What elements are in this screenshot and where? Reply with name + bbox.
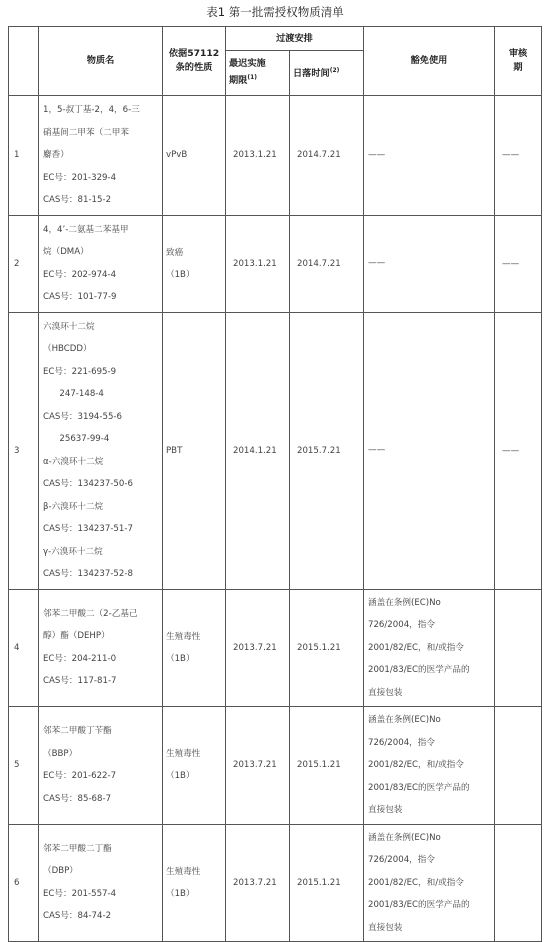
substance-line: EC号：201-329-4 <box>43 172 117 183</box>
substance-line: α-六溴环十二烷 <box>43 456 104 467</box>
exemption-cell <box>364 96 495 216</box>
property-line: 生殖毒性 <box>166 866 201 877</box>
exemption-line: 2001/83/EC的医学产品的 <box>368 665 470 675</box>
substance-cell <box>39 589 163 707</box>
exemption-line: 2001/83/EC的医学产品的 <box>368 782 470 793</box>
exemption-line: 2001/82/EC，和/或指令 <box>368 642 464 653</box>
substance-line: CAS号：85-68-7 <box>43 793 112 804</box>
exemption-line: 726/2004，指令 <box>368 737 435 748</box>
property-cell <box>163 215 226 312</box>
row-number: 3 <box>9 312 39 589</box>
sunset-date-cell: 2015.1.21 <box>290 707 364 825</box>
property-line: 生殖毒性 <box>166 749 201 760</box>
property-cell <box>163 707 226 825</box>
property-line: 生殖毒性 <box>166 631 201 642</box>
property-line: vPvB <box>166 150 188 161</box>
col-no-header <box>9 27 39 96</box>
substance-line: EC号：201-557-4 <box>43 888 117 899</box>
substance-line: CAS号：134237-52-8 <box>43 569 133 579</box>
col-review-header: 审核 期 <box>495 27 542 96</box>
table-row <box>9 824 542 942</box>
substance-line: （HBCDD） <box>43 344 92 354</box>
col-property-header: 依据57112 条的性质 <box>163 27 226 96</box>
substance-line: β-六溴环十二烷 <box>43 501 104 512</box>
substance-line: 邻苯二甲酸二丁酯 <box>43 843 112 854</box>
exemption-line: 2001/82/EC，和/或指令 <box>368 877 464 888</box>
substance-line: 硝基间二甲苯（二甲苯 <box>43 127 129 138</box>
exemption-line: —— <box>368 445 386 456</box>
exemption-cell <box>364 312 495 589</box>
exemption-line: —— <box>368 150 386 160</box>
substance-line: 1，5-叔丁基-2，4，6-三 <box>43 105 140 115</box>
row-number: 5 <box>9 707 39 825</box>
col-exemption-header: 豁免使用 <box>364 27 495 96</box>
substance-line: CAS号：81-15-2 <box>43 195 112 205</box>
exemption-line: 涵盖在条例(EC)No <box>368 715 441 725</box>
review-cell: —— <box>495 312 542 589</box>
substance-line: CAS号：101-77-9 <box>43 292 117 302</box>
table-row <box>9 215 542 312</box>
latest-date-cell: 2013.7.21 <box>226 707 290 825</box>
substance-line: CAS号：134237-51-7 <box>43 524 133 534</box>
review-cell <box>495 589 542 707</box>
substance-line: 247-148-4 <box>43 389 104 399</box>
exemption-line: 2001/83/EC的医学产品的 <box>368 900 470 910</box>
row-number: 1 <box>9 96 39 216</box>
substance-line: EC号：202-974-4 <box>43 269 117 280</box>
exemption-line: 726/2004，指令 <box>368 620 435 630</box>
exemption-line: 2001/82/EC，和/或指令 <box>368 760 464 770</box>
latest-date-cell: 2014.1.21 <box>226 312 290 589</box>
row-number: 2 <box>9 215 39 312</box>
substance-table <box>8 26 542 942</box>
exemption-cell <box>364 707 495 825</box>
latest-date-cell: 2013.7.21 <box>226 589 290 707</box>
substance-cell <box>39 96 163 216</box>
row-number: 6 <box>9 824 39 942</box>
exemption-cell <box>364 589 495 707</box>
property-line: （1B） <box>166 888 195 899</box>
substance-line: CAS号：134237-50-6 <box>43 479 133 489</box>
exemption-line: —— <box>368 258 386 269</box>
property-line: PBT <box>166 445 183 456</box>
substance-line: EC号：204-211-0 <box>43 653 117 664</box>
exemption-line: 涵盖在条例(EC)No <box>368 597 441 608</box>
substance-line: 邻苯二甲酸丁苄酯 <box>43 726 112 737</box>
substance-line: 25637-99-4 <box>43 434 110 444</box>
review-cell <box>495 707 542 825</box>
substance-line: （BBP） <box>43 748 78 759</box>
sunset-date-cell: 2015.1.21 <box>290 824 364 942</box>
property-line: （1B） <box>166 269 195 280</box>
substance-line: （DBP） <box>43 866 78 877</box>
substance-line: 4，4’-二氨基二苯基甲 <box>43 224 129 235</box>
substance-line: γ-六溴环十二烷 <box>43 546 103 557</box>
exemption-line: 直接包装 <box>368 805 403 815</box>
exemption-line: 直接包装 <box>368 687 403 698</box>
exemption-cell <box>364 215 495 312</box>
property-line: （1B） <box>166 771 195 782</box>
substance-line: 麝香） <box>43 150 69 160</box>
exemption-line: 涵盖在条例(EC)No <box>368 832 441 843</box>
exemption-cell <box>364 824 495 942</box>
substance-cell <box>39 312 163 589</box>
table-row <box>9 589 542 707</box>
substance-line: EC号：221-695-9 <box>43 366 117 377</box>
row-number: 4 <box>9 589 39 707</box>
substance-line: CAS号：3194-55-6 <box>43 411 122 422</box>
table-title: 表1 第一批需授权物质清单 <box>206 5 344 19</box>
latest-date-cell: 2013.1.21 <box>226 96 290 216</box>
sunset-date-cell: 2015.7.21 <box>290 312 364 589</box>
sunset-date-cell: 2014.7.21 <box>290 215 364 312</box>
sunset-date-cell: 2014.7.21 <box>290 96 364 216</box>
col-sunset-header: 日落时间$^{(2)}$ <box>290 51 364 96</box>
substance-cell <box>39 215 163 312</box>
latest-date-cell: 2013.7.21 <box>226 824 290 942</box>
table-row <box>9 312 542 589</box>
latest-date-cell: 2013.1.21 <box>226 215 290 312</box>
substance-cell <box>39 824 163 942</box>
review-cell <box>495 824 542 942</box>
substance-line: 醇）酯（DEHP） <box>43 631 110 642</box>
col-substance-header: 物质名 <box>39 27 163 96</box>
substance-line: 邻苯二甲酸二（2-乙基己 <box>43 608 138 619</box>
review-cell: —— <box>495 215 542 312</box>
substance-line: 烷（DMA） <box>43 247 89 257</box>
property-cell <box>163 312 226 589</box>
property-cell <box>163 824 226 942</box>
substance-line: 六溴环十二烷 <box>43 321 95 332</box>
header-row <box>9 27 542 51</box>
property-cell <box>163 589 226 707</box>
substance-cell <box>39 707 163 825</box>
substance-line: CAS号：84-74-2 <box>43 911 112 922</box>
exemption-line: 726/2004，指令 <box>368 855 435 865</box>
table-row <box>9 707 542 825</box>
col-latest-header: 最迟实施 期限$^{(1)}$ <box>226 51 290 96</box>
property-cell <box>163 96 226 216</box>
sunset-date-cell: 2015.1.21 <box>290 589 364 707</box>
col-transition-header: 过渡安排 <box>226 27 364 51</box>
property-line: 致癌 <box>166 247 184 258</box>
exemption-line: 直接包装 <box>368 922 403 933</box>
table-row <box>9 96 542 216</box>
substance-line: EC号：201-622-7 <box>43 771 117 782</box>
substance-line: CAS号：117-81-7 <box>43 676 117 687</box>
property-line: （1B） <box>166 653 195 664</box>
review-cell: —— <box>495 96 542 216</box>
